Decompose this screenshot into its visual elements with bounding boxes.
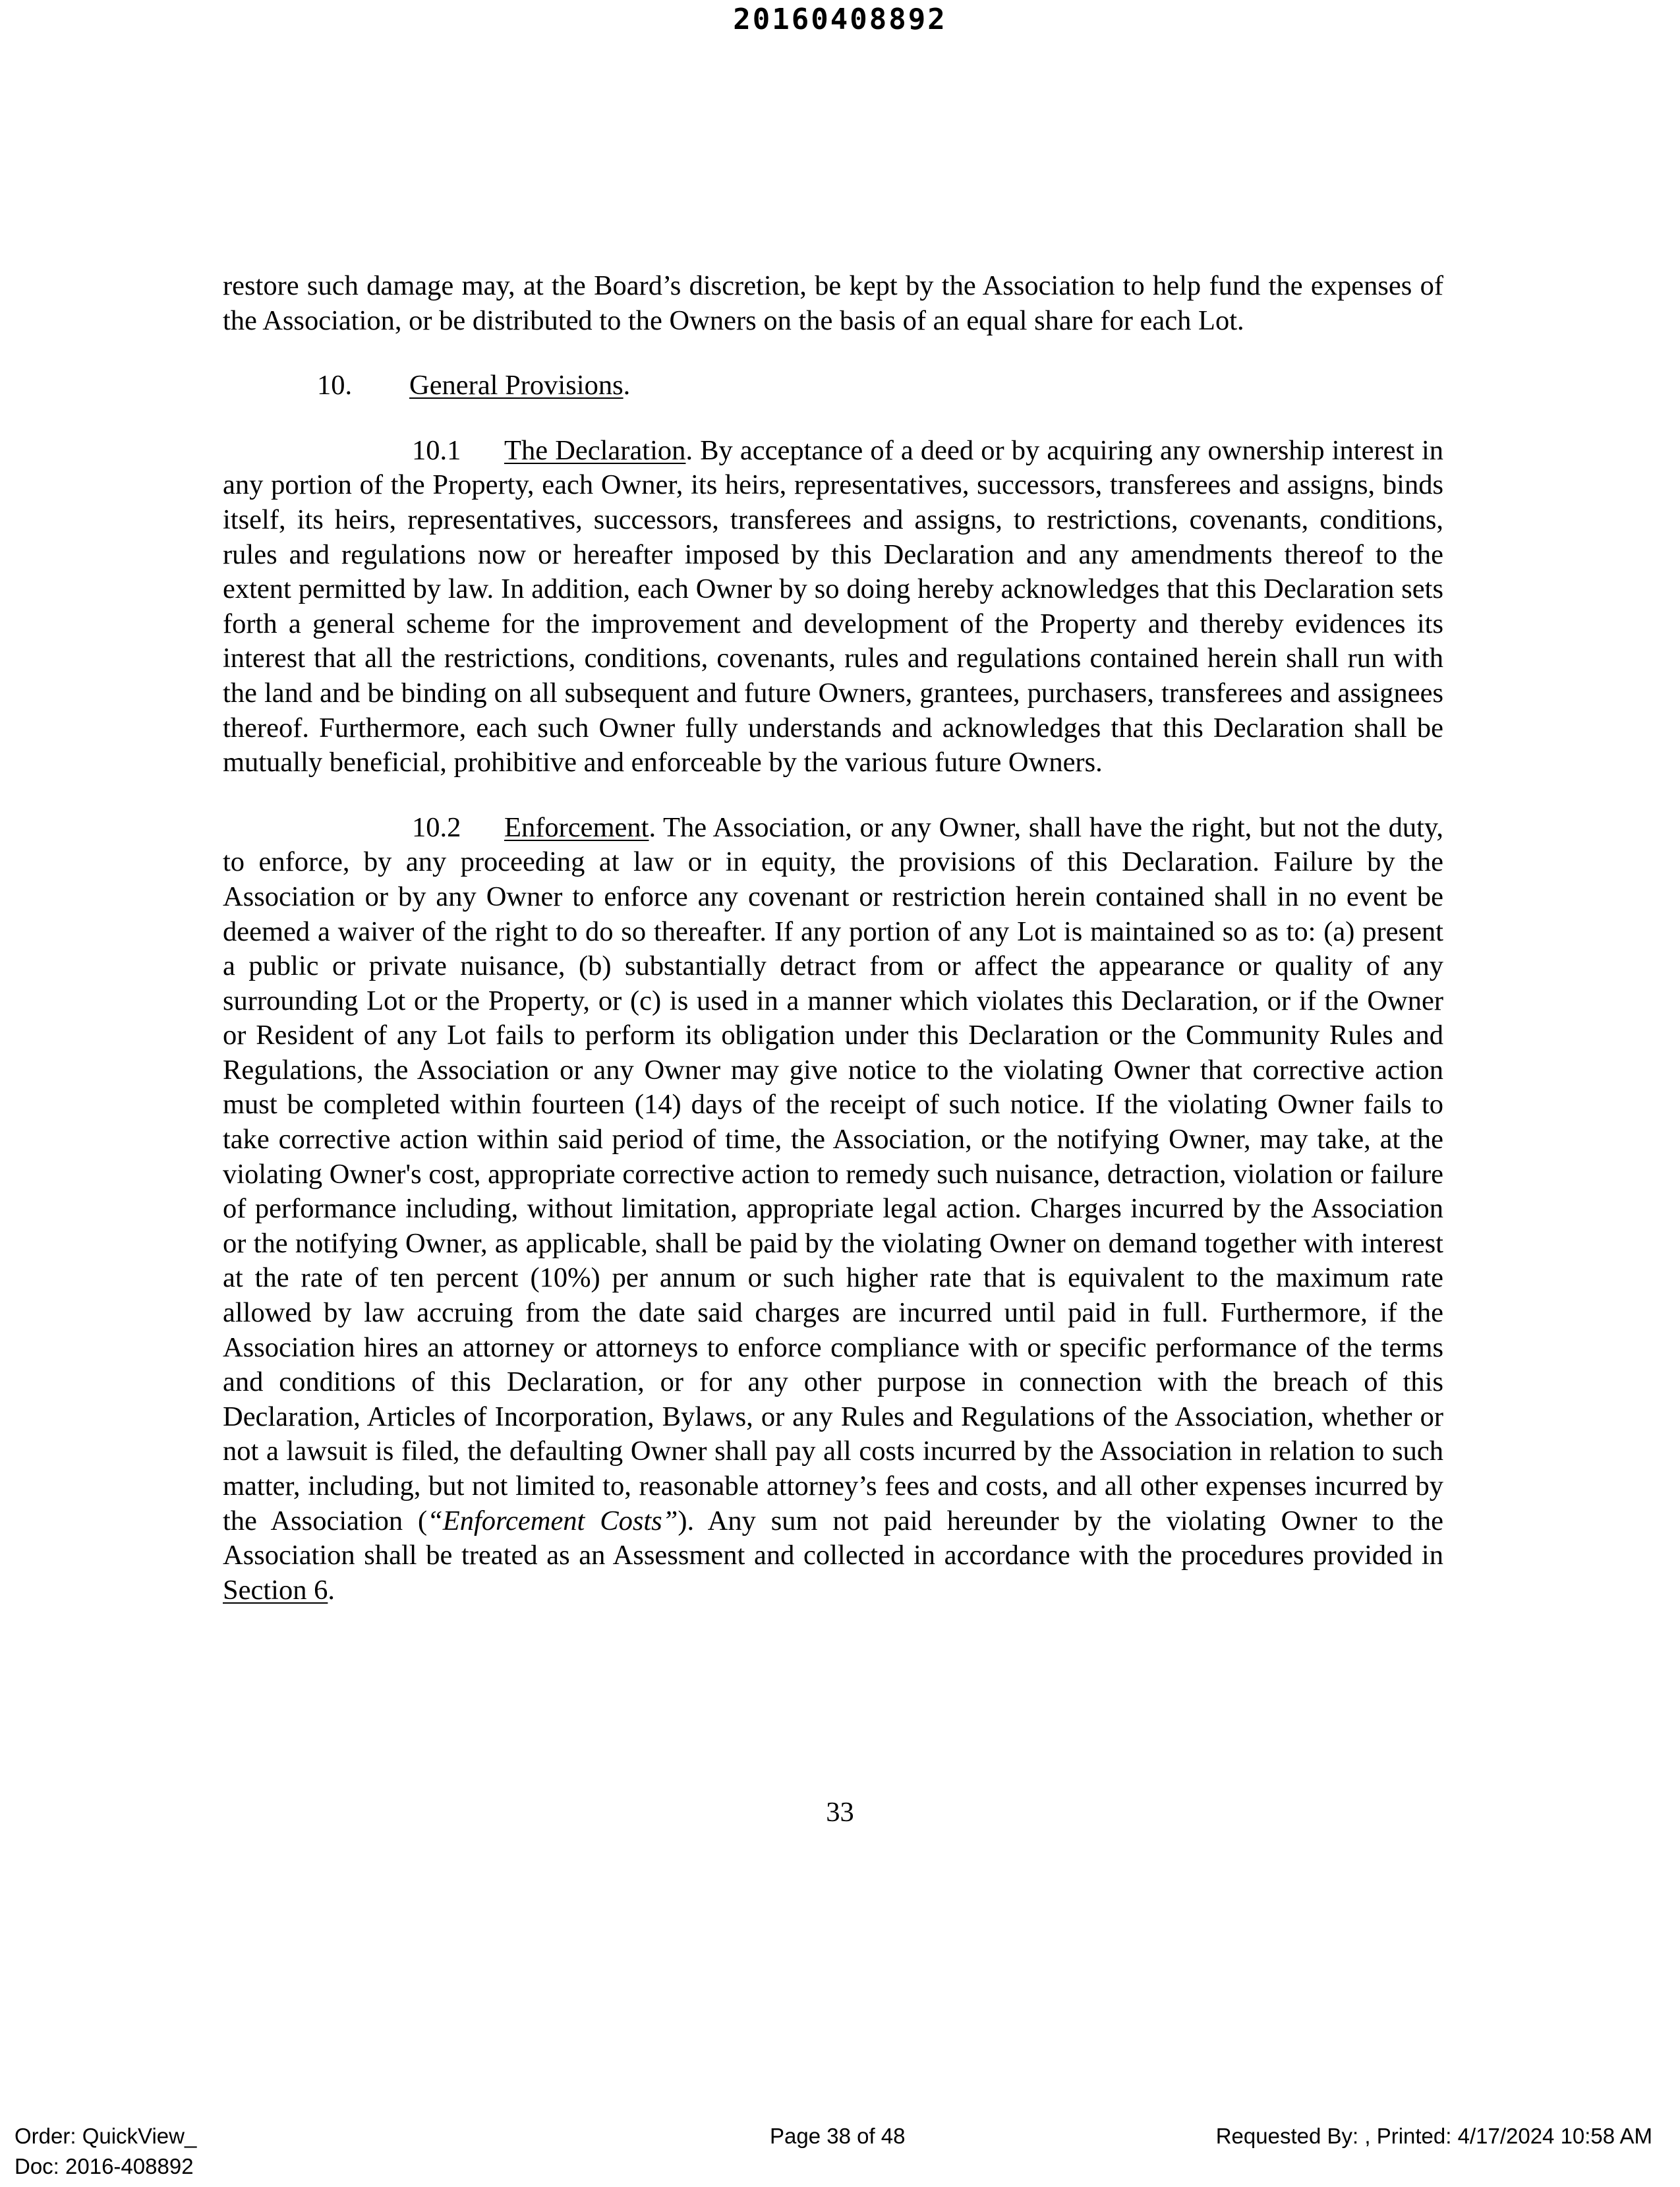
section-10-title-punct: . (623, 370, 631, 401)
footer-doc: Doc: 2016-408892 (14, 2154, 194, 2178)
section-10-2-text: . The Association, or any Owner, shall have the right, but not the duty, to enforce, by any proceeding at law or in equity, the provisions of this Declaration. Failure by the Association or by any Owner to enforce any covenant or restriction herein contained shall in no event be deemed a waiver of the right to do so thereafter. If any portion of any Lot is maintained so as to: (a) present a public or private nuisance, (b) substantially detract from or affect the appearance or quality of any surrounding Lot or the Property, or (c) is used in a manner which violates this Declaration, or if the Owner or Resident of any Lot fails to perform its obligation under this Declaration or the Community Rules and Regulations, the Association or any Owner may give notice to the violating Owner that corrective action must be completed within fourteen (14) days of the receipt of such notice. If the violating Owner fails to take corrective action within said period of time, the Association, or the notifying Owner, may take, at the violating Owner's cost, appropriate corrective action to remedy such nuisance, detraction, violation or failure of performance including, without limitation, appropriate legal action. Charges incurred by the Association or the notifying Owner, as applicable, shall be paid by the violating Owner on demand together with interest at the rate of ten percent (10%) per annum or such higher rate that is equivalent to the maximum rate allowed by law accruing from the date said charges are incurred until paid in full. Furthermore, if the Association hires an attorney or attorneys to enforce compliance with or specific performance of the terms and conditions of this Declaration, or for any other purpose in connection with the breach of this Declaration, Articles of Incorporation, Bylaws, or any Rules and Regulations of the Association, whether or not a lawsuit is filed, the defaulting Owner shall pay all costs incurred by the Association in relation to such matter, including, but not limited to, reasonable attorney’s fees and costs, and all other expenses incurred by the Association ( (223, 811, 1443, 1536)
section-10-1-text: . By acceptance of a deed or by acquiring any ownership interest in any portion of the Property, each Owner, its heirs, representatives, successors, transferees and assigns, binds itself, its heirs, representatives, successors, transferees and assigns, to restrictions, covenants, conditions, rules and regulations now or hereafter imposed by this Declaration and any amendments thereof to the extent permitted by law. In addition, each Owner by so doing hereby acknowledges that this Declaration sets forth a general scheme for the improvement and development of the Property and thereby evidences its interest that all the restrictions, conditions, covenants, rules and regulations contained herein shall run with the land and be binding on all subsequent and future Owners, grantees, purchasers, transferees and assignees thereof. Furthermore, each such Owner fully understands and acknowledges that this Declaration shall be mutually beneficial, prohibitive and enforceable by the various future Owners. (223, 434, 1444, 778)
section-10-2-text-continued: ). Any sum not paid hereunder by the violating Owner to the Association shall be treated as an Assessment and collected in accordance with the procedures provided in (223, 1505, 1444, 1571)
print-footer (0, 2121, 1680, 2187)
footer-requested: Requested By: , Printed: 4/17/2024 10:58 AM (1215, 2124, 1652, 2148)
section-10-2-end-punct: . (328, 1574, 335, 1606)
section-10-title: General Provisions (409, 370, 623, 401)
section-10-1-title: The Declaration (504, 434, 686, 466)
section-10-1-number: 10.1 (412, 434, 461, 466)
document-page (223, 269, 1443, 1638)
section-10-2-title: Enforcement (504, 811, 649, 843)
section-10-number: 10. (317, 370, 353, 401)
intro-paragraph: restore such damage may, at the Board’s discretion, be kept by the Association to help fund the expenses of the Association, or be distributed to the Owners on the basis of an equal share for each Lot. (223, 270, 1443, 336)
enforcement-costs-term: “Enforcement Costs” (427, 1505, 678, 1536)
page-number: 33 (826, 1797, 854, 1828)
footer-left (14, 2121, 196, 2182)
footer-order: Order: QuickView_ (14, 2124, 197, 2148)
document-number: 20160408892 (733, 3, 947, 36)
section-6-reference: Section 6 (223, 1574, 328, 1606)
section-10-2-number: 10.2 (412, 811, 461, 843)
section-10-2-paragraph (223, 811, 1443, 1608)
section-10-heading (223, 368, 1443, 403)
section-10-1-paragraph (223, 434, 1443, 780)
footer-page-count: Page 38 of 48 (770, 2124, 906, 2148)
